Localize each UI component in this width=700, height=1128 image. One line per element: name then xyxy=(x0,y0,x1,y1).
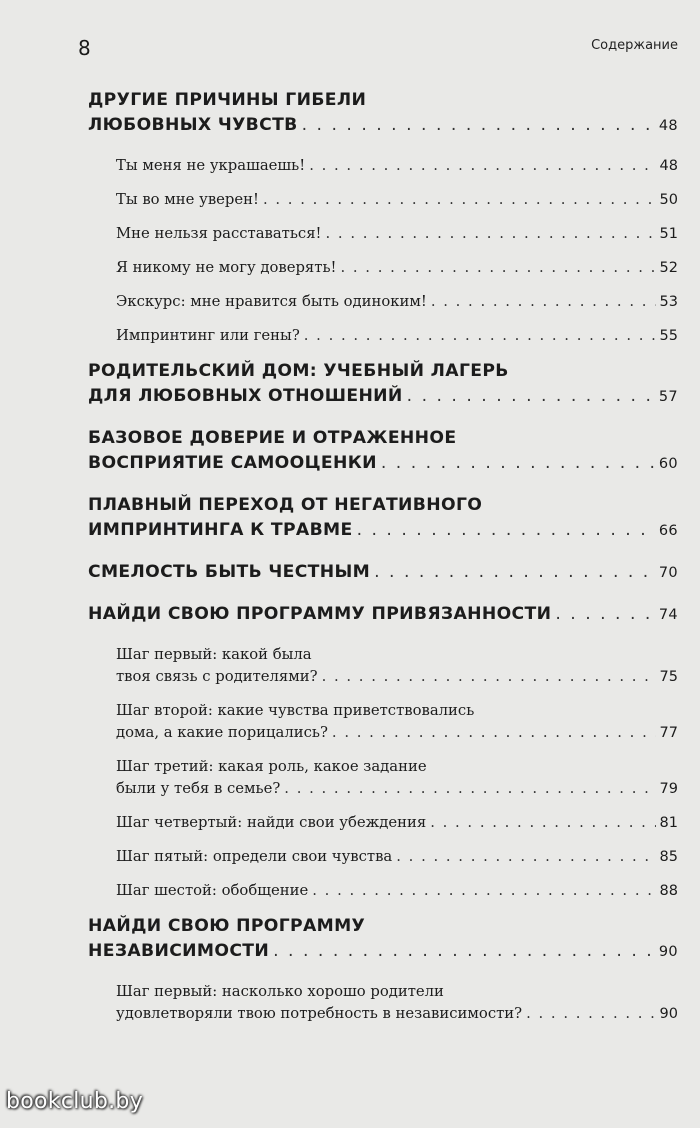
toc-entry-title: ЛЮБОВНЫХ ЧУВСТВ xyxy=(88,115,298,135)
dot-leader xyxy=(326,223,656,245)
toc-page-number: 57 xyxy=(658,389,678,405)
toc-page-number: 79 xyxy=(659,781,678,797)
dot-leader xyxy=(332,722,656,744)
dot-leader xyxy=(430,812,655,834)
toc-page-number: 75 xyxy=(659,669,678,685)
toc-section-entry xyxy=(88,644,678,688)
toc-section-entry xyxy=(88,325,678,347)
toc-chapter-entry xyxy=(88,426,678,477)
toc-page-number: 81 xyxy=(659,815,678,831)
dot-leader xyxy=(340,257,655,279)
toc-section-entry xyxy=(88,223,678,245)
toc-entry-title-line: Шаг первый: какой была xyxy=(116,646,312,663)
dot-leader xyxy=(312,880,655,902)
toc-page-number: 88 xyxy=(659,883,678,899)
dot-leader xyxy=(431,291,656,313)
dot-leader xyxy=(284,778,655,800)
toc-section-entry xyxy=(88,756,678,800)
toc-page-number: 85 xyxy=(659,849,678,865)
toc-entry-title: Мне нельзя расставаться! xyxy=(116,225,322,242)
dot-leader xyxy=(396,846,655,868)
toc-page-number: 77 xyxy=(659,725,678,741)
dot-leader xyxy=(263,189,656,211)
toc-page-number: 60 xyxy=(658,456,678,472)
running-head: Содержание xyxy=(591,38,678,53)
toc-page-number: 90 xyxy=(658,944,678,960)
toc-entry-title: Ты меня не украшаешь! xyxy=(116,157,306,174)
dot-leader xyxy=(309,155,655,177)
toc-section-entry xyxy=(88,880,678,902)
toc-entry-title: Шаг пятый: определи свои чувства xyxy=(116,848,393,865)
dot-leader xyxy=(526,1003,655,1025)
dot-leader xyxy=(302,113,655,138)
toc-chapter-entry xyxy=(88,88,678,139)
toc-entry-title: ИМПРИНТИНГА К ТРАВМЕ xyxy=(88,520,353,540)
toc-entry-title: Шаг шестой: обобщение xyxy=(116,882,309,899)
toc-entry-title: Импринтинг или гены? xyxy=(116,327,300,344)
toc-chapter-entry xyxy=(88,914,678,965)
toc-entry-title-line: Шаг второй: какие чувства приветствовались xyxy=(116,702,475,719)
toc-entry-title: Шаг четвертый: найди свои убеждения xyxy=(116,814,427,831)
toc-entry-title: СМЕЛОСТЬ БЫТЬ ЧЕСТНЫМ xyxy=(88,562,371,582)
toc-page-number: 74 xyxy=(658,607,678,623)
toc-section-entry xyxy=(88,189,678,211)
toc-entry-title-line: РОДИТЕЛЬСКИЙ ДОМ: УЧЕБНЫЙ ЛАГЕРЬ xyxy=(88,361,509,381)
toc-section-entry xyxy=(88,700,678,744)
toc-entry-title: ВОСПРИЯТИЕ САМООЦЕНКИ xyxy=(88,453,377,473)
toc-entry-title: Экскурс: мне нравится быть одиноким! xyxy=(116,293,427,310)
toc-section-entry xyxy=(88,155,678,177)
toc-entry-title-line: НАЙДИ СВОЮ ПРОГРАММУ xyxy=(88,916,366,936)
toc-page-number: 48 xyxy=(659,158,678,174)
toc-chapter-entry xyxy=(88,493,678,544)
toc-chapter-entry xyxy=(88,602,678,628)
page-number: 8 xyxy=(78,36,91,60)
toc-page-number: 51 xyxy=(659,226,678,242)
toc-entry-title: удовлетворяли твою потребность в независимости? xyxy=(116,1005,523,1022)
dot-leader xyxy=(322,666,656,688)
dot-leader xyxy=(304,325,656,347)
toc-entry-title: твоя связь с родителями? xyxy=(116,668,318,685)
dot-leader xyxy=(407,384,655,409)
toc-entry-title: НЕЗАВИСИМОСТИ xyxy=(88,941,270,961)
toc-section-entry xyxy=(88,291,678,313)
toc-section-entry xyxy=(88,812,678,834)
dot-leader xyxy=(381,451,655,476)
toc-chapter-entry xyxy=(88,560,678,586)
watermark-text: bookclub.by xyxy=(6,1089,144,1114)
toc-entry-title: Ты во мне уверен! xyxy=(116,191,259,208)
toc-entry-title: Я никому не могу доверять! xyxy=(116,259,337,276)
toc-entry-title: НАЙДИ СВОЮ ПРОГРАММУ ПРИВЯЗАННОСТИ xyxy=(88,604,552,624)
toc-page-number: 66 xyxy=(658,523,678,539)
dot-leader xyxy=(555,602,655,627)
toc-page-number: 50 xyxy=(659,192,678,208)
toc-page-number: 55 xyxy=(659,328,678,344)
toc-entry-title-line: БАЗОВОЕ ДОВЕРИЕ И ОТРАЖЕННОЕ xyxy=(88,428,457,448)
toc-page-number: 70 xyxy=(658,565,678,581)
toc-section-entry xyxy=(88,846,678,868)
toc-page-number: 90 xyxy=(659,1006,678,1022)
toc-page-number: 53 xyxy=(659,294,678,310)
toc-entry-title-line: Шаг первый: насколько хорошо родители xyxy=(116,983,444,1000)
toc-entry-title: ДЛЯ ЛЮБОВНЫХ ОТНОШЕНИЙ xyxy=(88,386,403,406)
toc-entry-title-line: ПЛАВНЫЙ ПЕРЕХОД ОТ НЕГАТИВНОГО xyxy=(88,495,483,515)
toc-entry-title: дома, а какие порицались? xyxy=(116,724,328,741)
toc-entry-title: были у тебя в семье? xyxy=(116,780,281,797)
toc-entry-title-line: ДРУГИЕ ПРИЧИНЫ ГИБЕЛИ xyxy=(88,90,367,110)
toc-page-number: 48 xyxy=(658,118,678,134)
dot-leader xyxy=(357,518,655,543)
dot-leader xyxy=(273,939,655,964)
toc-section-entry xyxy=(88,257,678,279)
toc-page-number: 52 xyxy=(659,260,678,276)
toc-section-entry xyxy=(88,981,678,1025)
dot-leader xyxy=(374,560,655,585)
toc-entry-title-line: Шаг третий: какая роль, какое задание xyxy=(116,758,427,775)
toc-chapter-entry xyxy=(88,359,678,410)
table-of-contents xyxy=(88,88,678,1037)
